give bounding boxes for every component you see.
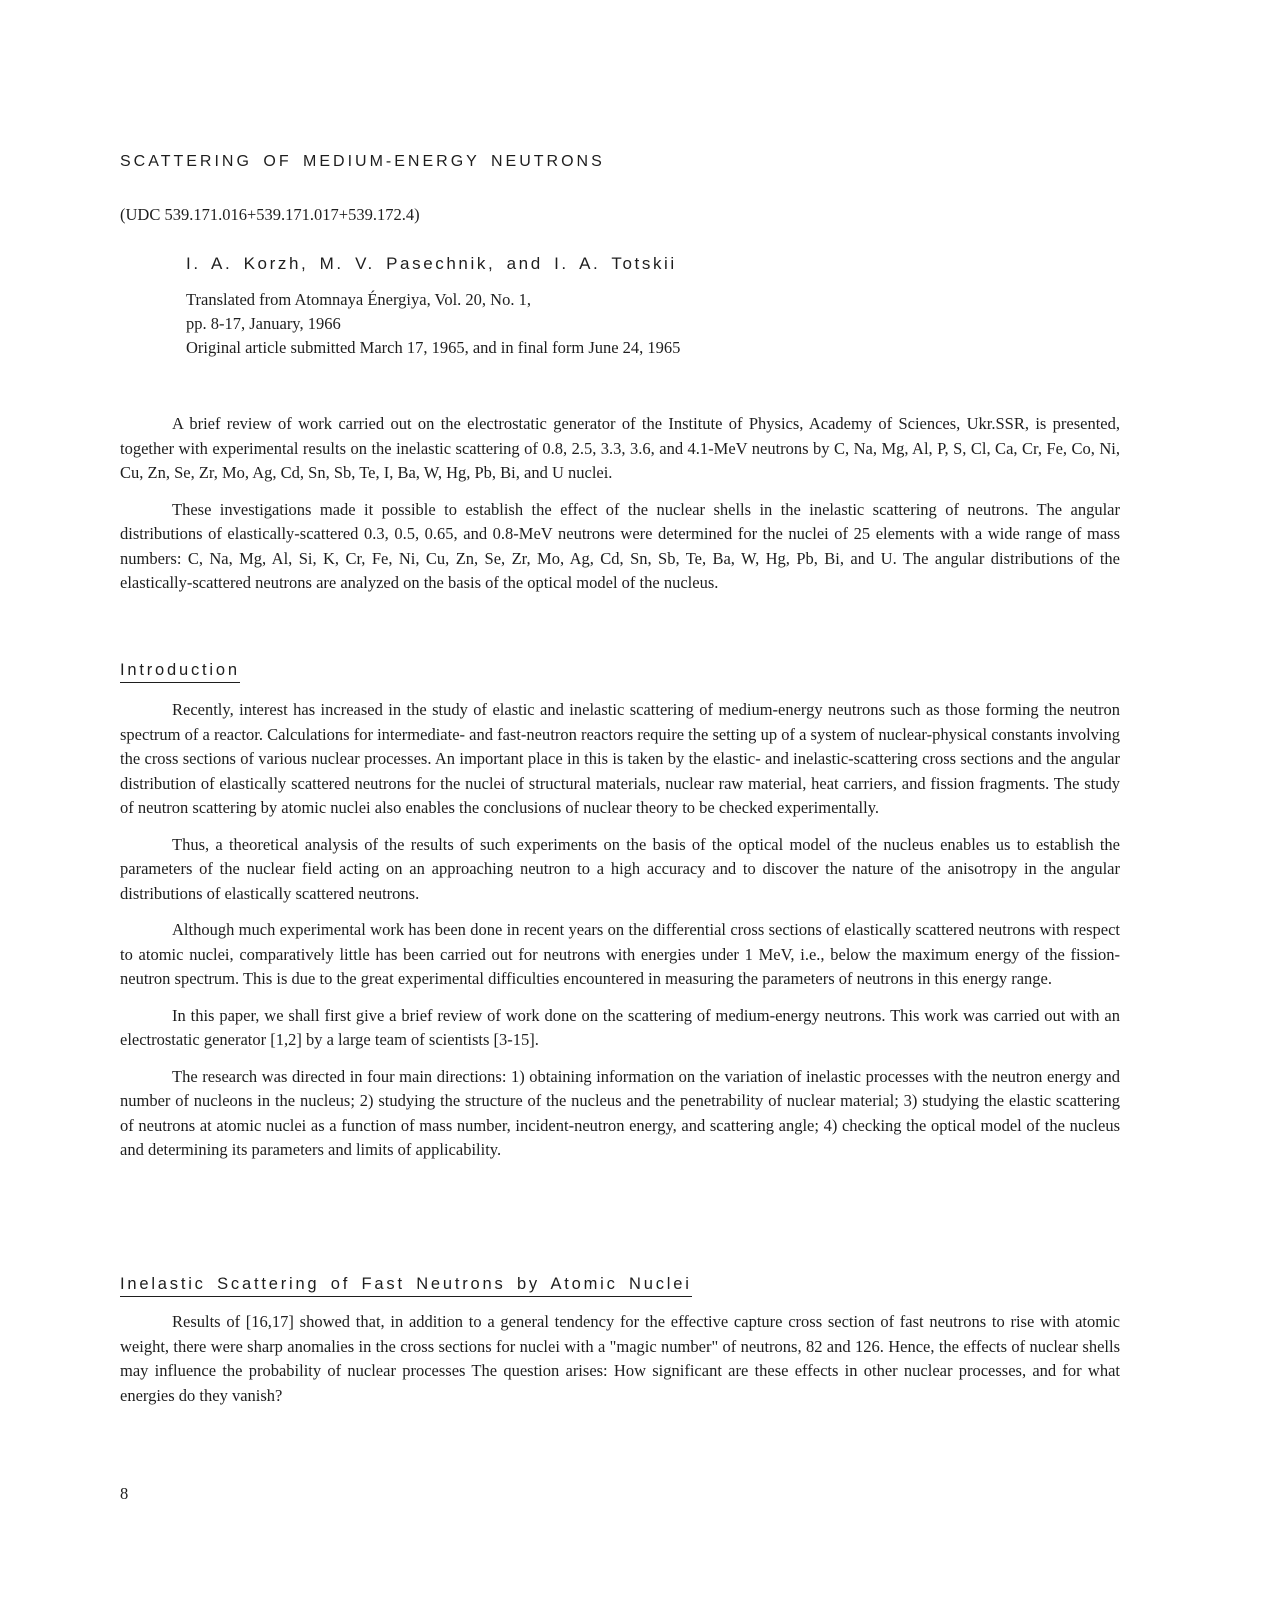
- article-page: [120, 0, 1120, 1613]
- translation-info: [186, 288, 680, 360]
- inelastic-body: [120, 1310, 1120, 1420]
- page-number: 8: [120, 1484, 129, 1503]
- translation-line: Original article submitted March 17, 1965, and in final form June 24, 1965: [186, 338, 681, 357]
- translation-line: Translated from Atomnaya Énergiya, Vol. 20, No. 1,: [186, 290, 531, 309]
- body-paragraph: Although much experimental work has been done in recent years on the differential cross sections of elastically scattered neutrons with respect to atomic nuclei, comparatively little has been carried out for neutrons with energies under 1 MeV, i.e., below the maximum energy of the fission-neutron spectrum. This is due to the great experimental difficulties encountered in measuring the parameters of neutrons in this energy range.: [120, 920, 1120, 988]
- translation-line: pp. 8-17, January, 1966: [186, 314, 341, 333]
- section-heading-introduction: Introduction: [120, 660, 240, 683]
- abstract: [120, 412, 1120, 608]
- body-paragraph: In this paper, we shall first give a brief review of work done on the scattering of medium-energy neutrons. This work was carried out with an electrostatic generator [1,2] by a large team of scientists [3-15].: [120, 1005, 1120, 1049]
- body-paragraph: Thus, a theoretical analysis of the results of such experiments on the basis of the optical model of the nucleus enables us to establish the parameters of the nuclear field acting on an approaching neutron to a high accuracy and to discover the nature of the anisotropy in the angular distributions of elastically scattered neutrons.: [120, 834, 1120, 903]
- author-list: I. A. Korzh, M. V. Pasechnik, and I. A. Totskii: [186, 254, 677, 273]
- abstract-paragraph: A brief review of work carried out on the electrostatic generator of the Institute of Physics, Academy of Sciences, Ukr.SSR, is presented, together with experimental results on the inelastic scattering of 0.8, 2.5, 3.3, 3.6, and 4.1-MeV neutrons by C, Na, Mg, Al, P, S, Cl, Ca, Cr, Fe, Co, Ni, Cu, Zn, Se, Zr, Mo, Ag, Cd, Sn, Sb, Te, I, Ba, W, Hg, Pb, Bi, and U nuclei.: [120, 414, 1120, 482]
- udc-code: (UDC 539.171.016+539.171.017+539.172.4): [120, 205, 420, 224]
- body-paragraph: The research was directed in four main directions: 1) obtaining information on the variation of inelastic processes with the neutron energy and number of nucleons in the nucleus; 2) studying the structure of the nucleus and the penetrability of nuclear material; 3) studying the elastic scattering of neutrons at atomic nuclei as a function of mass number, incident-neutron energy, and scattering angle; 4) checking the optical model of the nucleus and determining its parameters and limits of applicability.: [120, 1066, 1120, 1159]
- body-paragraph: Recently, interest has increased in the study of elastic and inelastic scattering of medium-energy neutrons such as those forming the neutron spectrum of a reactor. Calculations for intermediate- and fast-neutron reactors require the setting up of a system of nuclear-physical constants involving the cross sections of various nuclear processes. An important place in this is taken by the elastic- and inelastic-scattering cross sections and the angular distribution of elastically scattered neutrons for the nuclei of structural materials, nuclear raw material, heat carriers, and fission fragments. The study of neutron scattering by atomic nuclei also enables the conclusions of nuclear theory to be checked experimentally.: [120, 700, 1120, 817]
- body-paragraph: Results of [16,17] showed that, in addition to a general tendency for the effective capture cross section of fast neutrons to rise with atomic weight, there were sharp anomalies in the cross sections for nuclei with a "magic number" of neutrons, 82 and 126. Hence, the effects of nuclear shells may influence the probability of nuclear processes The question arises: How significant are these effects in other nuclear processes, and for what energies do they vanish?: [120, 1312, 1120, 1405]
- section-heading-inelastic-scattering: Inelastic Scattering of Fast Neutrons by Atomic Nuclei: [120, 1274, 692, 1297]
- abstract-paragraph: These investigations made it possible to establish the effect of the nuclear shells in the inelastic scattering of neutrons. The angular distributions of elastically-scattered 0.3, 0.5, 0.65, and 0.8-MeV neutrons were determined for the nuclei of 25 elements with a wide range of mass numbers: C, Na, Mg, Al, Si, K, Cr, Fe, Ni, Cu, Zn, Se, Zr, Mo, Ag, Cd, Sn, Sb, Te, Ba, W, Hg, Pb, Bi, and U. The angular distributions of the elastically-scattered neutrons are analyzed on the basis of the optical model of the nucleus.: [120, 499, 1120, 592]
- introduction-body: [120, 698, 1120, 1175]
- article-title: SCATTERING OF MEDIUM-ENERGY NEUTRONS: [120, 153, 605, 170]
